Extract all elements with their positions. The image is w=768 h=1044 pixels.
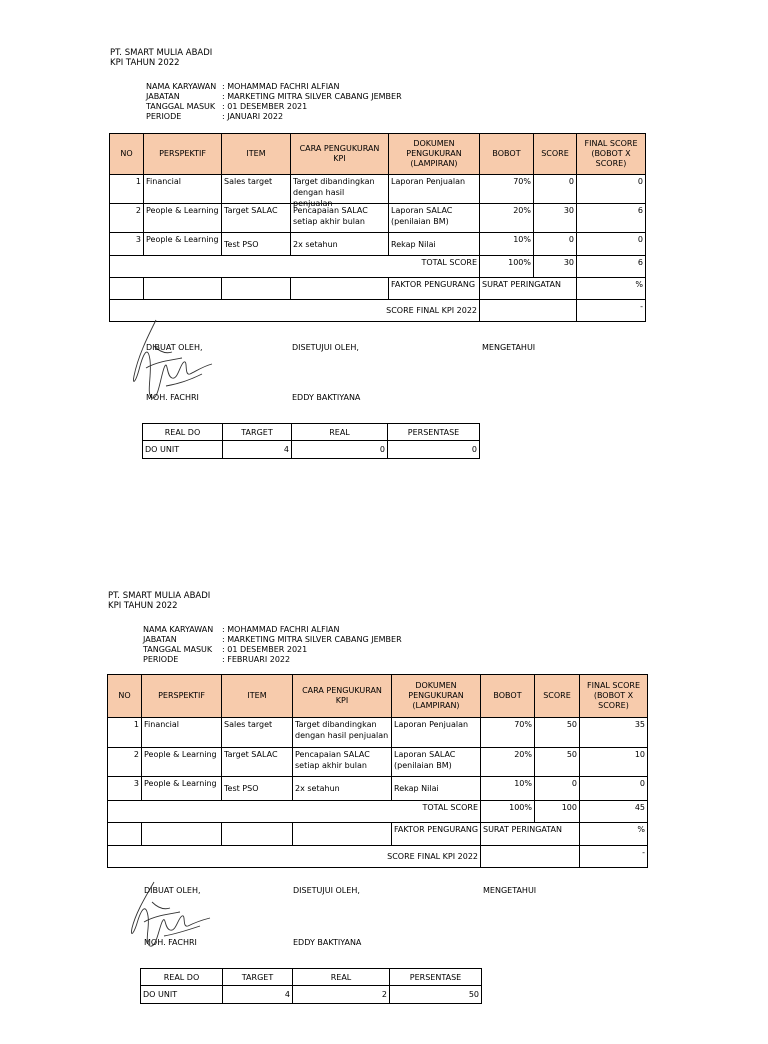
header-bobot: BOBOT (481, 675, 535, 718)
table-row (110, 233, 646, 256)
cell-item: Sales target (222, 175, 291, 204)
field-value: : JANUARI 2022 (222, 112, 284, 121)
header-real-do: REAL DO (143, 424, 223, 441)
cell-real: 2 (293, 986, 390, 1004)
cell-dokumen: Laporan SALAC (penilaian BM) (392, 748, 481, 777)
cell-score: 50 (535, 748, 580, 777)
cell-final: 0 (577, 233, 646, 256)
score-final-value: - (580, 846, 648, 868)
table-row (108, 718, 648, 748)
cell-dokumen: Rekap Nilai (392, 777, 481, 801)
field-value: : MOHAMMAD FACHRI ALFIAN (222, 82, 340, 91)
cell-bobot: 10% (480, 233, 534, 256)
total-score: 30 (534, 256, 577, 278)
header-perspektif: PERSPEKTIF (144, 134, 222, 175)
score-final-row (108, 846, 648, 868)
kpi-sheet-january (0, 0, 768, 500)
surat-label: SURAT PERINGATAN (480, 278, 577, 300)
kpi-year: KPI TAHUN 2022 (110, 58, 180, 68)
cell-perspektif: Financial (144, 175, 222, 204)
signer-name-mid: EDDY BAKTIYANA (293, 938, 362, 947)
cell-final: 0 (580, 777, 648, 801)
header-final-score: FINAL SCORE (BOBOT X SCORE) (577, 134, 646, 175)
cell-label: DO UNIT (143, 441, 223, 459)
header-dokumen: DOKUMEN PENGUKURAN (LAMPIRAN) (389, 134, 480, 175)
disetujui-oleh: DISETUJUI OLEH, (293, 886, 360, 895)
header-no: NO (110, 134, 144, 175)
cell-bobot: 20% (480, 204, 534, 233)
mengetahui: MENGETAHUI (482, 343, 536, 352)
company-name: PT. SMART MULIA ABADI (110, 48, 213, 58)
signature-image (126, 316, 221, 404)
total-final: 6 (577, 256, 646, 278)
kpi-table (109, 133, 646, 322)
total-final: 45 (580, 801, 648, 823)
total-score: 100 (535, 801, 580, 823)
real-do-table (142, 423, 480, 459)
cell-cara (291, 175, 389, 208)
cell-real: 0 (292, 441, 388, 459)
cell-perspektif: People & Learning (144, 233, 222, 256)
cell-persentase: 0 (388, 441, 480, 459)
header-no: NO (108, 675, 142, 718)
cell-item: Target SALAC (222, 204, 291, 233)
real-do-table (140, 968, 482, 1004)
field-label: PERIODE (143, 655, 179, 664)
header-real: REAL (292, 424, 388, 441)
header-final-score: FINAL SCORE (BOBOT X SCORE) (580, 675, 648, 718)
table-row (143, 441, 480, 459)
total-label: TOTAL SCORE (108, 801, 481, 823)
faktor-label: FAKTOR PENGURANG (392, 823, 481, 846)
cell-final: 0 (577, 175, 646, 204)
surat-label: SURAT PERINGATAN (481, 823, 580, 846)
cell-label: DO UNIT (141, 986, 223, 1004)
cell-cara: Pencapaian SALAC setiap akhir bulan (291, 204, 389, 233)
field-label: TANGGAL MASUK (143, 645, 213, 654)
header-item: ITEM (222, 675, 293, 718)
header-score: SCORE (534, 134, 577, 175)
faktor-value: % (580, 823, 648, 846)
cell-no: 2 (108, 748, 142, 777)
field-value: : MARKETING MITRA SILVER CABANG JEMBER (222, 92, 402, 101)
faktor-row (110, 278, 646, 300)
field-label: JABATAN (143, 635, 177, 644)
faktor-label: FAKTOR PENGURANG (389, 278, 480, 300)
faktor-value: % (577, 278, 646, 300)
cell-cara-text: Target dibandingkan dengan hasil penjualan (295, 720, 389, 740)
cell-cara (293, 718, 392, 748)
cell-dokumen: Laporan Penjualan (392, 718, 481, 748)
cell-bobot: 20% (481, 748, 535, 777)
field-label: JABATAN (146, 92, 180, 101)
dibuat-oleh: DIBUAT OLEH, (144, 886, 201, 895)
score-final-label: SCORE FINAL KPI 2022 (108, 846, 481, 868)
signer-name-left: MOH. FACHRI (146, 393, 199, 402)
signer-name-left: MOH. FACHRI (144, 938, 197, 947)
cell-bobot: 70% (480, 175, 534, 204)
cell-target: 4 (223, 441, 292, 459)
cell-score: 0 (534, 233, 577, 256)
field-value: : MARKETING MITRA SILVER CABANG JEMBER (222, 635, 402, 644)
signer-name-mid: EDDY BAKTIYANA (292, 393, 361, 402)
cell-final: 6 (577, 204, 646, 233)
total-bobot: 100% (480, 256, 534, 278)
cell-no: 3 (110, 233, 144, 256)
field-label: PERIODE (146, 112, 182, 121)
total-row (108, 801, 648, 823)
total-label: TOTAL SCORE (110, 256, 480, 278)
field-label: NAMA KARYAWAN (143, 625, 214, 634)
mengetahui: MENGETAHUI (483, 886, 537, 895)
cell-item: Test PSO (222, 777, 293, 801)
faktor-row (108, 823, 648, 846)
cell-item: Test PSO (222, 233, 291, 256)
cell-no: 2 (110, 204, 144, 233)
cell-perspektif: People & Learning (144, 204, 222, 233)
header-real-do: REAL DO (141, 969, 223, 986)
total-bobot: 100% (481, 801, 535, 823)
table-row (110, 175, 646, 204)
header-item: ITEM (222, 134, 291, 175)
cell-persentase: 50 (390, 986, 482, 1004)
cell-score: 30 (534, 204, 577, 233)
score-final-label: SCORE FINAL KPI 2022 (110, 300, 480, 322)
field-label: TANGGAL MASUK (146, 102, 216, 111)
cell-item: Sales target (222, 718, 293, 748)
cell-cara: 2x setahun (291, 233, 389, 256)
field-value: : 01 DESEMBER 2021 (222, 102, 308, 111)
kpi-sheet-february (0, 544, 768, 1044)
header-target: TARGET (223, 969, 293, 986)
company-name: PT. SMART MULIA ABADI (108, 591, 211, 601)
cell-cara-text: Target dibandingkan dengan hasil penjualan (293, 177, 375, 208)
cell-perspektif: People & Learning (142, 777, 222, 801)
disetujui-oleh: DISETUJUI OLEH, (292, 343, 359, 352)
cell-final: 35 (580, 718, 648, 748)
table-row (141, 986, 482, 1004)
field-value: : 01 DESEMBER 2021 (222, 645, 308, 654)
header-perspektif: PERSPEKTIF (142, 675, 222, 718)
kpi-year: KPI TAHUN 2022 (108, 601, 178, 611)
table-row (110, 204, 646, 233)
header-cara: CARA PENGUKURAN KPI (291, 134, 389, 175)
header-target: TARGET (223, 424, 292, 441)
cell-dokumen: Rekap Nilai (389, 233, 480, 256)
dibuat-oleh: DIBUAT OLEH, (146, 343, 203, 352)
header-persentase: PERSENTASE (390, 969, 482, 986)
score-final-value: - (577, 300, 646, 322)
table-row (108, 748, 648, 777)
cell-item: Target SALAC (222, 748, 293, 777)
cell-score: 0 (534, 175, 577, 204)
cell-no: 1 (110, 175, 144, 204)
field-label: NAMA KARYAWAN (146, 82, 217, 91)
cell-perspektif: People & Learning (142, 748, 222, 777)
cell-dokumen: Laporan SALAC (penilaian BM) (389, 204, 480, 233)
header-persentase: PERSENTASE (388, 424, 480, 441)
cell-score: 0 (535, 777, 580, 801)
header-cara: CARA PENGUKURAN KPI (293, 675, 392, 718)
header-dokumen: DOKUMEN PENGUKURAN (LAMPIRAN) (392, 675, 481, 718)
cell-score: 50 (535, 718, 580, 748)
header-score: SCORE (535, 675, 580, 718)
cell-dokumen: Laporan Penjualan (389, 175, 480, 204)
cell-bobot: 70% (481, 718, 535, 748)
cell-no: 1 (108, 718, 142, 748)
table-row (108, 777, 648, 801)
cell-target: 4 (223, 986, 293, 1004)
cell-perspektif: Financial (142, 718, 222, 748)
header-real: REAL (293, 969, 390, 986)
cell-cara: Pencapaian SALAC setiap akhir bulan (293, 748, 392, 777)
field-value: : MOHAMMAD FACHRI ALFIAN (222, 625, 340, 634)
cell-cara: 2x setahun (293, 777, 392, 801)
cell-final: 10 (580, 748, 648, 777)
total-row (110, 256, 646, 278)
header-bobot: BOBOT (480, 134, 534, 175)
cell-no: 3 (108, 777, 142, 801)
field-value: : FEBRUARI 2022 (222, 655, 291, 664)
cell-bobot: 10% (481, 777, 535, 801)
kpi-table (107, 674, 648, 868)
